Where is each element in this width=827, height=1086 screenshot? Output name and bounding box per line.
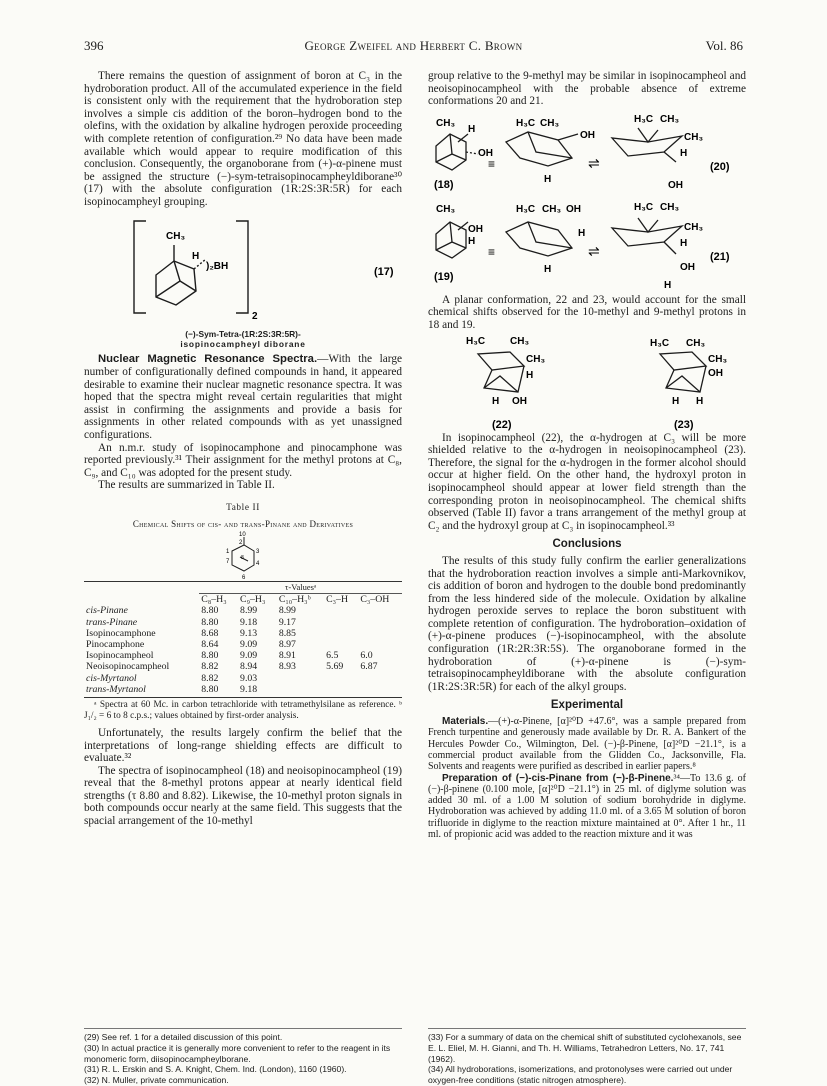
table-cell: [324, 605, 358, 616]
pinane-numbering-structure: [84, 531, 402, 581]
s23-h3c: H₃C: [650, 337, 670, 349]
table-row: [84, 605, 402, 616]
pinane-numbering-drawing: [84, 531, 402, 581]
table-cell: 8.80: [199, 684, 238, 698]
table-cell: 8.68: [201, 627, 219, 639]
s18-h3c: H₃C: [516, 117, 536, 129]
table-header-cell: C₃–OH: [360, 594, 390, 606]
struct17-subscript: 2: [252, 310, 258, 322]
table-cell: Pinocamphone: [86, 639, 145, 651]
table-cell: [324, 684, 358, 698]
structure-18-20-drawing: [428, 108, 746, 194]
table-ii: [84, 581, 402, 698]
header-authors: George Zweifel and Herbert C. Brown: [304, 38, 523, 53]
experimental-section: [428, 716, 746, 840]
s23-label: (23): [674, 418, 694, 431]
table-cell: [324, 673, 358, 684]
table-cell: 8.80: [201, 605, 219, 617]
s18-ch3-b: CH₃: [540, 117, 560, 129]
s19-oh-b: OH: [566, 203, 581, 215]
table-row: [84, 650, 402, 661]
table-caption: Table II: [226, 502, 260, 513]
paragraph: In isopinocampheol (22), the α-hydrogen at C₃ will be more shielded relative to the α-hydrogen in neoisopinocampheol (23). Therefore, the signal for the α-hydrogen in the former alcohol should occur at higher field. On the other hand, the hydroxyl proton in isopinocampheol should appear at lower field strength than the corresponding proton in neoisopinocampheol. The chemical shifts observed (Table II) favor a trans arrangement of the methyl group at C₂ and the hydroxyl group at C₃ in isopinocampheol.³³: [428, 431, 746, 532]
table-cell: 9.09: [240, 650, 258, 662]
table-cell: 8.91: [278, 650, 296, 662]
table-cell: cis-Myrtanol: [86, 672, 137, 684]
struct17-ch3: CH₃: [166, 230, 186, 242]
table-cell: [358, 628, 402, 639]
structure-18-20: [428, 108, 746, 194]
s19-oh: OH: [468, 223, 483, 235]
nmr-text: —With the large number of configurationally defined compounds in hand, it appeared desirable to examine their nuclear magnetic resonance spectra. It was hoped that the spectra might reveal certain regularities that might assist in confirming the assignments and provide a basis for assignments in other related compounds with as yet unassigned configurations.: [84, 353, 402, 441]
s21-ch3-b: CH₃: [684, 221, 704, 233]
paragraph: The results are summarized in Table II.: [98, 479, 275, 492]
ring-label: 4: [256, 561, 260, 568]
ring-label: 10: [239, 532, 246, 539]
running-header: [84, 38, 743, 56]
table-row: [84, 684, 402, 698]
structure-22-23: [428, 332, 746, 432]
s19-h: H: [468, 235, 476, 247]
table-cell: 6.5: [326, 650, 339, 662]
structure-17: [84, 209, 402, 335]
s19-h-b: H: [578, 227, 586, 239]
table-note: ᵃ Spectra at 60 Mc. in carbon tetrachloride with tetramethylsilane as reference. ᵇ J₁/₂ = 6 to 8 c.p.s.; values obtained by first-order analysis.: [84, 700, 402, 721]
table-cell: 9.03: [240, 672, 258, 684]
s19-h-c: H: [544, 263, 552, 275]
section-title-conclusions: Conclusions: [552, 538, 622, 551]
struct17-bh: )₂BH: [204, 260, 229, 272]
table-cell: Isopinocamphone: [86, 627, 156, 639]
ring-label: 3: [256, 549, 260, 556]
equivalence-sign: ≡: [488, 156, 496, 171]
table-cell: [277, 684, 324, 698]
s22-h-b: H: [492, 395, 500, 407]
ring-label: 6: [242, 575, 246, 582]
nmr-heading: Nuclear Magnetic Resonance Spectra.: [98, 353, 318, 366]
s19-label: (19): [434, 270, 454, 283]
structure-17-drawing: [84, 209, 402, 335]
footnotes-right: [428, 1028, 746, 1086]
s21-oh: OH: [680, 261, 695, 273]
s20-ch3-b: CH₃: [684, 131, 704, 143]
table-cell: cis-Pinane: [86, 605, 128, 617]
s21-h: H: [680, 237, 688, 249]
s20-h: H: [680, 147, 688, 159]
s18-oh-b: OH: [580, 129, 595, 141]
table-cell: 8.82: [201, 661, 219, 673]
table-header-cell: C₃–H: [326, 594, 349, 606]
s18-ch3: CH₃: [436, 117, 456, 129]
table-row: [84, 639, 402, 650]
paragraph-materials: [428, 716, 746, 772]
table-row: [84, 617, 402, 628]
table-cell: [324, 617, 358, 628]
table-cell: Isopinocampheol: [86, 650, 154, 662]
table-cell: 8.80: [201, 616, 219, 628]
table-cell: [358, 617, 402, 628]
table-cell: 5.69: [326, 661, 344, 673]
table-cell: [358, 673, 402, 684]
s22-label: (22): [492, 418, 512, 431]
equivalence-sign: ≡: [488, 244, 496, 259]
s21-label: (21): [710, 250, 730, 263]
table-cell: 8.64: [201, 639, 219, 651]
s18-oh: OH: [478, 147, 493, 159]
table-cell: 9.17: [278, 616, 296, 628]
s22-ch3-b: CH₃: [526, 353, 546, 365]
structure-22-23-drawing: [428, 332, 746, 432]
table-header-cell: C₈–H₃: [201, 594, 227, 606]
table-row: [84, 673, 402, 684]
ring-label: 1: [226, 549, 230, 556]
s19-h3c: H₃C: [516, 203, 536, 215]
equilibrium-arrows: ⇌: [588, 154, 600, 171]
s22-h: H: [526, 369, 534, 381]
table-cell: 8.93: [278, 661, 296, 673]
footnote: (32) N. Muller, private communication.: [84, 1075, 229, 1086]
table-cell: [358, 684, 402, 698]
footnote: (30) In actual practice it is generally more convenient to refer to the reagent in its monomeric form, diisopinocampheylborane.: [84, 1042, 391, 1064]
struct17-label: (17): [374, 265, 394, 278]
equilibrium-arrows: ⇌: [588, 242, 600, 259]
s23-ch3-b: CH₃: [708, 353, 728, 365]
table-cell: [277, 673, 324, 684]
s23-h: H: [696, 395, 704, 407]
paragraph: The results of this study fully confirm the earlier generalizations that the hydroboration reaction involves a simple anti-Markovnikov, cis addition of boron and hydrogen to the double bond predominantly from the less hindered side of the molecule. Oxidation by alkaline hydrogen peroxide serves to replace the boron substituent with complete retention of configuration. The hydroboration–oxidation of (+)-α-pinene produces (−)-isopinocampheol, with the absolute configuration (1R:2R:3R:5S). The organoborane formed in the hydroboration of (+)-α-pinene is (−)-sym-tetraisopinocampheyldiborane with the absolute configuration (1R:2S:3R:5R) for each of the alkyl groups.: [428, 554, 746, 693]
table-title: Chemical Shifts of cis- and trans-Pinane and Derivatives: [132, 519, 354, 530]
ring-label: 8: [241, 555, 244, 562]
footnotes-left: [84, 1028, 402, 1086]
ring-label: 2: [239, 540, 243, 547]
table-group-header: τ-Valuesᵃ: [199, 582, 402, 594]
paragraph-nmr: [84, 353, 402, 441]
s22-oh: OH: [512, 395, 527, 407]
materials-heading: Materials.: [442, 716, 489, 728]
preparation-heading: Preparation of (−)-cis-Pinane from (−)-β-Pinene.: [442, 772, 674, 784]
table-header-cell: C₁₀–H₃ᵇ: [278, 594, 311, 606]
table-cell: [358, 639, 402, 650]
table-cell: [324, 628, 358, 639]
s19-ch3-b: CH₃: [542, 203, 562, 215]
left-column: [84, 70, 402, 828]
s20-oh: OH: [668, 179, 683, 191]
s21-h-b: H: [664, 279, 672, 291]
footnote: (34) All hydroborations, isomerizations, and protonolyses were carried out under oxygen-free conditions (static nitrogen atmosphere).: [428, 1064, 733, 1086]
table-cell: 9.09: [240, 639, 258, 651]
table-cell: 8.99: [240, 605, 258, 617]
table-cell: 8.82: [201, 672, 219, 684]
page-number: 396: [84, 38, 104, 53]
table-cell: 6.0: [360, 650, 373, 662]
footnote: (29) See ref. 1 for a detailed discussion of this point.: [84, 1032, 283, 1042]
table-cell: [358, 605, 402, 616]
struct17-caption-line2: isopinocampheyl diborane: [180, 338, 306, 349]
s23-ch3: CH₃: [686, 337, 706, 349]
paragraph: An n.m.r. study of isopinocamphone and pinocamphone was reported previously.³¹ Their assignment for the methyl protons at C₈, C₉, and C₁₀ was adopted for the present study.: [84, 441, 402, 479]
table-row: [84, 661, 402, 672]
footnote: (31) R. L. Erskin and S. A. Knight, Chem. Ind. (London), 1160 (1960).: [84, 1064, 347, 1075]
table-cell: 6.87: [360, 661, 378, 673]
structure-19-21-drawing: [428, 194, 746, 294]
s21-ch3: CH₃: [660, 201, 680, 213]
s20-label: (20): [710, 160, 730, 173]
table-header-cell: C₉–H₃: [240, 594, 266, 606]
table-cell: 9.18: [238, 684, 277, 698]
paragraph: The spectra of isopinocampheol (18) and neoisopinocampheol (19) reveal that the 8-methyl protons appear at nearly identical field strengths (τ 8.80 and 8.82). Likewise, the 10-methyl proton signals in both compounds occur nearly at the same field. This suggests that the spacial arrangement of the 10-methyl: [84, 764, 402, 828]
s20-ch3: CH₃: [660, 113, 680, 125]
paragraph: Unfortunately, the results largely confirm the belief that the interpretations of long-range shielding effects are difficult to evaluate.³²: [84, 726, 402, 765]
table-header-cell: [84, 594, 199, 606]
ring-label: 7: [226, 559, 230, 566]
table-cell: Neoisopinocampheol: [86, 661, 170, 673]
table-cell: 9.18: [240, 616, 258, 628]
table-cell: 9.13: [240, 627, 258, 639]
s22-h3c: H₃C: [466, 335, 486, 347]
paragraph: A planar conformation, 22 and 23, would account for the small chemical shifts observed for the 10-methyl and 9-methyl protons in 18 and 19.: [428, 293, 746, 331]
s19-ch3: CH₃: [436, 203, 456, 215]
volume-number: Vol. 86: [705, 38, 743, 53]
paragraph: group relative to the 9-methyl may be similar in isopinocampheol and neoisopinocampheol with the probable absence of extreme conformations 20 and 21.: [428, 70, 746, 108]
footnote: (33) For a summary of data on the chemical shift of substituted cyclohexanols, see E. L. Eliel, M. H. Gianni, and Th. H. Williams, Tetrahedron Letters, No. 17, 741 (1962).: [428, 1032, 742, 1064]
table-row: [84, 628, 402, 639]
s18-label: (18): [434, 178, 454, 191]
structure-19-21: [428, 194, 746, 294]
s23-oh: OH: [708, 367, 723, 379]
table-cell: 8.97: [278, 639, 296, 651]
struct17-h: H: [192, 250, 200, 262]
struct17-caption-line1: (−)-Sym-Tetra-(1R:2S:3R:5R)-: [185, 328, 301, 339]
s21-h3c: H₃C: [634, 201, 654, 213]
table-cell: 8.85: [278, 627, 296, 639]
table-cell: 8.80: [201, 650, 219, 662]
s20-h3c: H₃C: [634, 113, 654, 125]
paragraph: There remains the question of assignment of boron at C₃ in the hydroboration product. All of the accumulated experience in the field is consistent only with the requirement that the hydroboration step involves a simple cis addition of the boron–hydrogen bond to the olefins, with the oxidation by alkaline hydrogen peroxide proceeding with complete retention of configuration.²⁹ No data have been made available which would appear to require modification of this conclusion. Consequently, the organoborane from (+)-α-pinene must be assigned the structure (−)-sym-tetraisopinocampheyldiborane³⁰ (17) with the absolute configuration (1R:2S:3R:5R) for each isopinocampheyl grouping.: [84, 70, 402, 208]
section-title-experimental: Experimental: [550, 699, 624, 712]
table-cell: 8.94: [240, 661, 258, 673]
table-cell: 8.99: [278, 605, 296, 617]
s22-ch3: CH₃: [510, 335, 530, 347]
table-cell: trans-Myrtanol: [84, 684, 199, 698]
s18-h-b: H: [544, 173, 552, 185]
s18-h: H: [468, 123, 476, 135]
materials-text: —(+)-α-Pinene, [α]²⁰D +47.6°, was a sample prepared from French turpentine and generously made available by Dr. R. A. Bankert of the Hercules Powder Co., Wilmington, Del. (−)-β-Pinene, [α]²⁰D −21.1°, is a commercial product available from the Glidden Co., Jacksonville, Fla. Solvents and reagents were purified as described in earlier papers.⁸: [428, 716, 746, 773]
table-cell: [324, 639, 358, 650]
s23-h-b: H: [672, 395, 680, 407]
preparation-text: ³⁴—To 13.6 g. of (−)-β-pinene (0.100 mole, [α]²⁰D −21.1°) in 25 ml. of diglyme solution was added 30 ml. of a 1.00 M solution of sodium borohydride in diglyme. Hydroboration was achieved by adding 11.0 ml. of a 3.65 M solution of boron trifluoride in diglyme to the reaction mixture maintained at 0°. After 1 hr., 11 ml. of propionic acid was added to the reaction mixture and it was: [428, 772, 746, 840]
paragraph-preparation: [428, 773, 746, 841]
table-cell: trans-Pinane: [86, 616, 138, 628]
right-column: [428, 70, 746, 840]
